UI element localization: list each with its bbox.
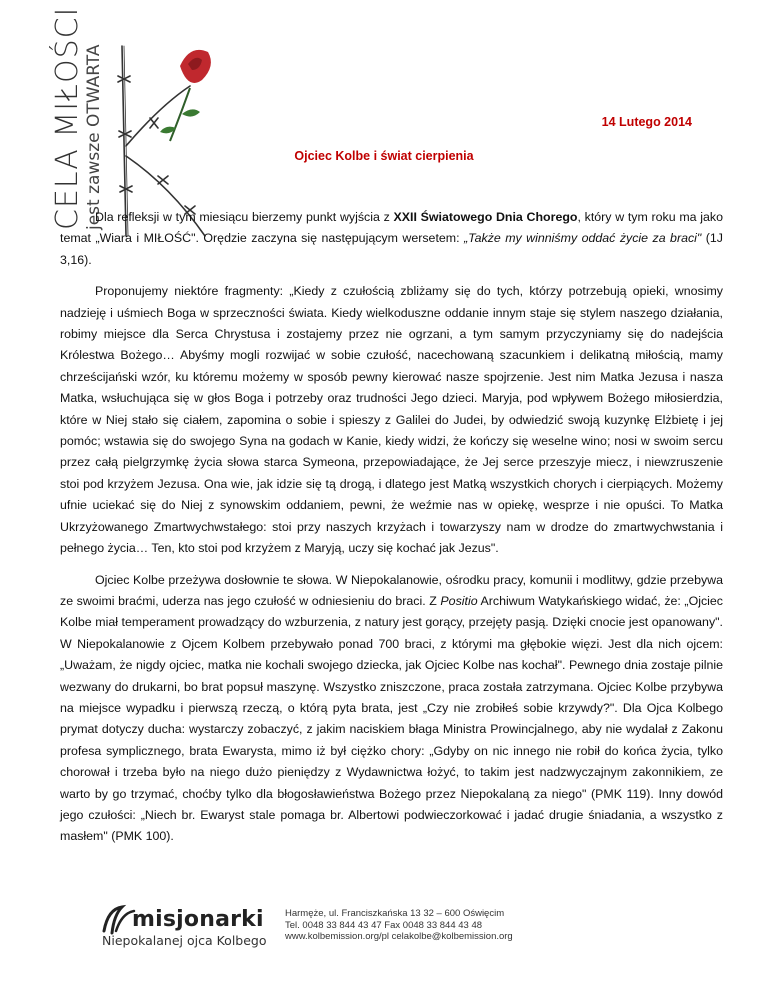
- p1-text-e: (1J 3,16).: [60, 231, 724, 267]
- article-body: [60, 207, 723, 858]
- paragraph-1: [60, 207, 723, 271]
- paragraph-3: [60, 570, 723, 848]
- contact-info: [285, 908, 513, 943]
- brand-name: misjonarki: [132, 907, 264, 932]
- footer: [100, 903, 560, 963]
- logo-sub-text: jest zawsze OTWARTA: [84, 44, 104, 230]
- p1-bold-event: XXII Światowego Dnia Chorego: [393, 210, 578, 224]
- logo-main-text: CELA MIŁOŚCI: [50, 6, 85, 230]
- brand-subtitle: Niepokalanej ojca Kolbego: [102, 933, 267, 948]
- p3-italic-positio: Positio: [440, 593, 478, 608]
- address-line: Harmęże, ul. Franciszkańska 13 32 – 600 Oświęcim: [285, 908, 505, 919]
- p1-text-c: , który w tym roku ma jako temat „Wiara i MIŁOŚĆ". Orędzie zaczyna się następującym wersetem:: [60, 210, 724, 246]
- misjonarki-logo: [100, 903, 270, 953]
- paragraph-2: Proponujemy niektóre fragmenty: „Kiedy z czułością zbliżamy się do tych, którzy potrzebują opieki, wnosimy nadzieję i uśmiech Boga w sprzeczności świata. Kiedy wielkoduszne oddanie innym staje się stylem naszego działania, robimy miejsce dla Serca Chrystusa i zostajemy przez nie ogrzani, a tym samym przyczyniamy się do nadejścia Królestwa Bożego… Abyśmy mogli rozwijać w sobie czułość, nacechowaną szacunkiem i delikatną miłością, mamy chrześcijański wzór, ku któremu możemy w sposób pewny kierować nasze spojrzenie. Jest nim Matka Jezusa i nasza Matka, wsłuchująca się w głos Boga i potrzeby oraz trudności Jego dzieci. Maryja, pod wpływem Bożego miłosierdzia, które w Niej stało się ciałem, zapomina o sobie i spieszy z Galilei do Judei, by odwiedzić swoją kuzynkę Elżbietę i jej pomóc; wstawia się do swojego Syna na godach w Kanie, kiedy widzi, że kończy się weselne wino; nosi w swoim sercu przez całą pielgrzymkę życia słowa starca Symeona, przepowiadające, że Jej serce przeszyje miecz, i niewzruszenie stoi pod krzyżem Jezusa. Ona wie, jak idzie się tą drogą, i dlatego jest Matką wszystkich chorych i cierpiących. Możemy ufnie uciekać się do Niej z synowskim oddaniem, pewni, że weźmie nas w opiekę, wesprze i nie opuści. To Matka Ukrzyżowanego Zmartwychwstałego: stoi przy naszych krzyżach i towarzyszy nam w drodze do zmartwychwstania i pełnego życia… Ten, kto stoi pod krzyżem z Maryją, uczy się kochać jak Jezus".: [60, 284, 723, 556]
- p3-text-c: Archiwum Watykańskiego widać, że: „Ojciec Kolbe miał temperament prowadzący do wzburzenia, z natury jest gorący, przejęty pasją. Dzięki cnocie jest opanowany". W Niepokalanowie z Ojcem Kolbem przebywało ponad 700 braci, z którymi ma głębokie więzi. Jest dla nich ojcem: „Uważam, że nigdy ojciec, matka nie kochali swojego dziecka, jak Ojciec Kolbe nas kochał". Pewnego dnia zostaje pilnie wezwany do drukarni, bo brat popsuł maszynę. Wszystko zniszczone, praca została zatrzymana. Ojciec Kolbe przybywa na miejsce wypadku i pierwszą rzeczą, o którą pyta brata, jest „Czy nie zrobiłeś sobie krzywdy?". Dla Ojca Kolbego prymat dotyczy ducha: wystarczy zobaczyć, z jakim naciskiem błaga Ministra Prowincjalnego, aby nie wydalał z Zakonu profesa symplicznego, brata Ewarysta, mimo iż był ciężko chory: „Gdyby on nic innego nie robił do końca życia, tylko chorował i trzeba było na niego dużo pieniędzy z Wydawnictwa łożyć, to takim jest nadzwyczajnym zakonnikiem, ze warto by go trzymać, choćby tylko dla błogosławieństwa Bożego przez Niepokalaną za niego" (PMK 119). Inny dowód jego czułości: „Niech br. Ewaryst stale pomaga br. Albertowi podwieczorkować i jadać drugie śniadania, a wszystko z masłem" (PMK 100).: [60, 593, 723, 844]
- document-date: 14 Lutego 2014: [601, 115, 692, 129]
- p1-text-a: Dla refleksji w tym miesiącu bierzemy punkt wyjścia z: [95, 210, 394, 224]
- rose-icon: [180, 50, 211, 83]
- phone-line: Tel. 0048 33 844 43 47 Fax 0048 33 844 43 48: [285, 919, 483, 931]
- p3-text-a: Ojciec Kolbe przeżywa dosłownie te słowa. W Niepokalanowie, ośrodku pracy, komunii i modlitwy, gdzie przebywa ze swoimi braćmi, uderza nas jego czułość w odniesieniu do braci. Z: [60, 572, 723, 608]
- document-title: Ojciec Kolbe i świat cierpienia: [294, 149, 474, 163]
- p1-italic-quote: „Także my winniśmy oddać życie za braci": [464, 231, 702, 246]
- web-line: www.kolbemission.org/pl celakolbe@kolbemission.org: [285, 931, 513, 942]
